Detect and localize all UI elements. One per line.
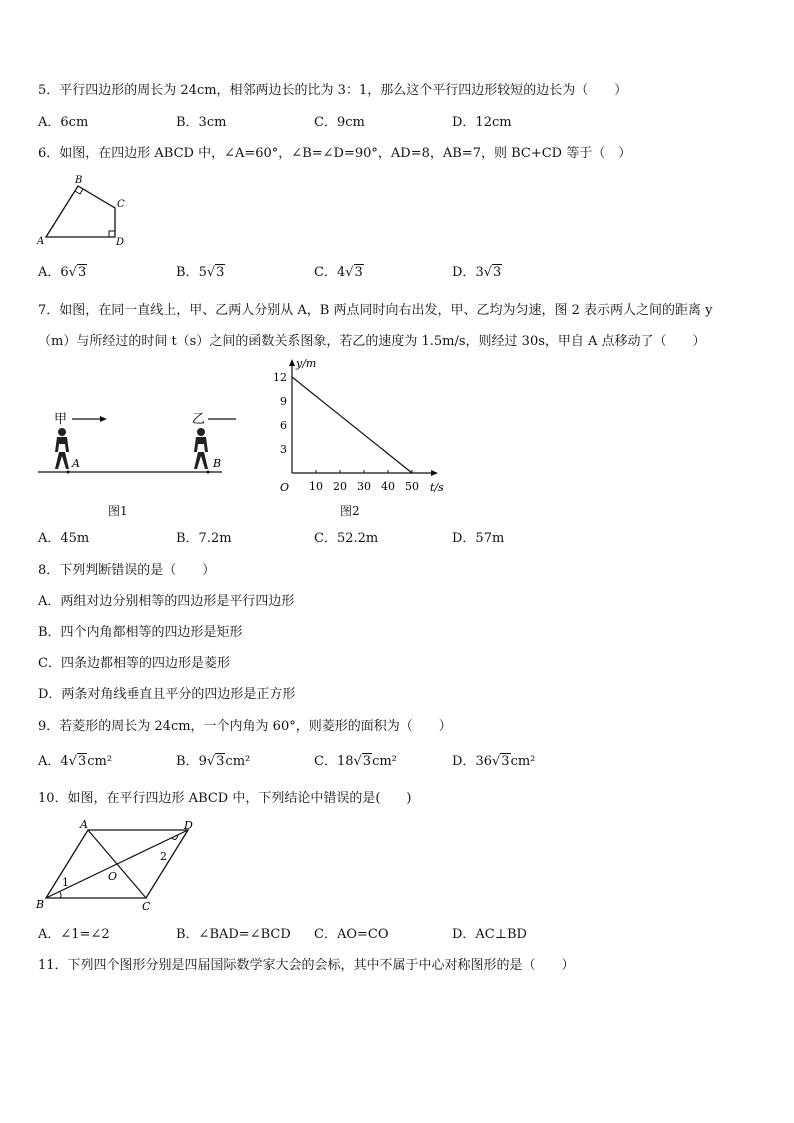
q6-label-a: A xyxy=(37,236,45,247)
q6-option-d: D．3√3 xyxy=(452,265,502,280)
x-tick-label: 10 xyxy=(309,480,323,493)
sqrt-symbol: √3 xyxy=(206,265,225,280)
q9-stem: 9．若菱形的周长为 24cm，一个内角为 60°，则菱形的面积为（ ） xyxy=(38,719,452,734)
x-axis-label: t/s xyxy=(430,481,444,494)
q7-figure1-caption: 图1 xyxy=(108,504,128,518)
q7-option-c: C．52.2m xyxy=(314,531,379,546)
q7-point-b: B xyxy=(213,457,222,470)
sqrt-symbol: √3 xyxy=(68,265,87,280)
q7-figure1 xyxy=(36,400,236,480)
q8-stem: 8．下列判断错误的是（ ） xyxy=(38,563,216,578)
q6-label-d: D xyxy=(116,237,125,248)
q10-option-b: B．∠BAD=∠BCD xyxy=(176,927,291,942)
series-line xyxy=(292,377,412,473)
q8-option-c: C．四条边都相等的四边形是菱形 xyxy=(38,656,230,671)
q9-option-d: D．36√3cm² xyxy=(452,754,536,769)
q6-stem: 6．如图，在四边形 ABCD 中，∠A=60°，∠B=∠D=90°，AD=8，AB=7，则 BC+CD 等于（ ） xyxy=(38,146,632,161)
q5-stem: 5．平行四边形的周长为 24cm，相邻两边长的比为 3：1，那么这个平行四边形较短的边长为（ ） xyxy=(38,83,628,98)
x-axis-arrow xyxy=(431,470,438,476)
q7-option-a: A．45m xyxy=(38,531,90,546)
q10-label-a: A xyxy=(80,818,88,831)
q7-person1-label: 甲 xyxy=(54,412,68,427)
q10-label-d: D xyxy=(184,819,193,832)
q7-figure2-chart xyxy=(270,355,460,500)
q5-option-c: C．9cm xyxy=(314,115,365,130)
sqrt-symbol: √3 xyxy=(68,754,87,769)
q7-option-b: B．7.2m xyxy=(176,531,232,546)
q8-option-b: B．四个内角都相等的四边形是矩形 xyxy=(38,625,243,640)
q6-option-b: B．5√3 xyxy=(176,265,225,280)
sqrt-symbol: √3 xyxy=(206,754,225,769)
q10-label-angle2: 2 xyxy=(160,850,167,863)
q10-option-a: A．∠1=∠2 xyxy=(38,927,110,942)
walker-icon-1 xyxy=(55,428,69,469)
q10-label-c: C xyxy=(142,900,151,913)
q6-label-b: B xyxy=(75,175,83,186)
q6-option-a: A．6√3 xyxy=(38,265,87,280)
q5-option-d: D．12cm xyxy=(452,115,512,130)
y-axis-arrow xyxy=(289,359,295,366)
q10-label-b: B xyxy=(36,898,45,911)
q8-option-a: A．两组对边分别相等的四边形是平行四边形 xyxy=(38,594,295,609)
y-tick-label: 9 xyxy=(280,395,287,408)
q6-option-c: C．4√3 xyxy=(314,265,363,280)
q10-label-angle1: 1 xyxy=(62,876,69,889)
origin-label: O xyxy=(280,481,290,494)
x-tick-label: 40 xyxy=(381,480,395,493)
q10-stem: 10．如图，在平行四边形 ABCD 中，下列结论中错误的是( ) xyxy=(38,791,412,806)
q10-parallelogram-figure xyxy=(34,818,204,914)
q6-figure xyxy=(34,174,134,250)
y-axis-label: y/m xyxy=(296,357,317,370)
walker-icon-2 xyxy=(194,428,208,469)
q7-person2-label: 乙 xyxy=(192,412,206,427)
q9-option-b: B．9√3cm² xyxy=(176,754,251,769)
y-tick-label: 12 xyxy=(273,371,287,384)
q6-right-angle-d xyxy=(109,231,115,237)
y-tick-label: 6 xyxy=(280,419,287,432)
q8-option-d: D．两条对角线垂直且平分的四边形是正方形 xyxy=(38,687,296,702)
x-tick-label: 50 xyxy=(405,480,419,493)
q7-stem-line2: （m）与所经过的时间 t（s）之间的函数关系图象，若乙的速度为 1.5m/s，则经过 30s，甲自 A 点移动了（ ） xyxy=(38,334,706,349)
q10-option-c: C．AO=CO xyxy=(314,927,389,942)
q10-option-d: D．AC⊥BD xyxy=(452,927,527,942)
q9-option-a: A．4√3cm² xyxy=(38,754,113,769)
sqrt-symbol: √3 xyxy=(353,754,372,769)
q9-option-c: C．18√3cm² xyxy=(314,754,397,769)
q7-stem-line1: 7．如图，在同一直线上，甲、乙两人分别从 A，B 两点同时向右出发，甲、乙均为匀速，图 2 表示两人之间的距离 y xyxy=(38,303,713,318)
q10-angle1-arc xyxy=(60,892,61,898)
sqrt-symbol: √3 xyxy=(491,754,510,769)
q5-option-a: A．6cm xyxy=(38,115,89,130)
q10-label-o: O xyxy=(108,870,118,883)
q7-point-a: A xyxy=(72,457,80,470)
y-tick-label: 3 xyxy=(280,443,287,456)
x-tick-label: 30 xyxy=(357,480,371,493)
q7-figure2-caption: 图2 xyxy=(340,504,360,518)
x-tick-label: 20 xyxy=(333,480,347,493)
q11-stem: 11．下列四个图形分别是四届国际数学家大会的会标，其中不属于中心对称图形的是（ ） xyxy=(38,958,575,973)
q5-option-b: B．3cm xyxy=(176,115,227,130)
sqrt-symbol: √3 xyxy=(483,265,502,280)
sqrt-symbol: √3 xyxy=(345,265,363,280)
q7-option-d: D．57m xyxy=(452,531,505,546)
q6-label-c: C xyxy=(117,199,125,210)
